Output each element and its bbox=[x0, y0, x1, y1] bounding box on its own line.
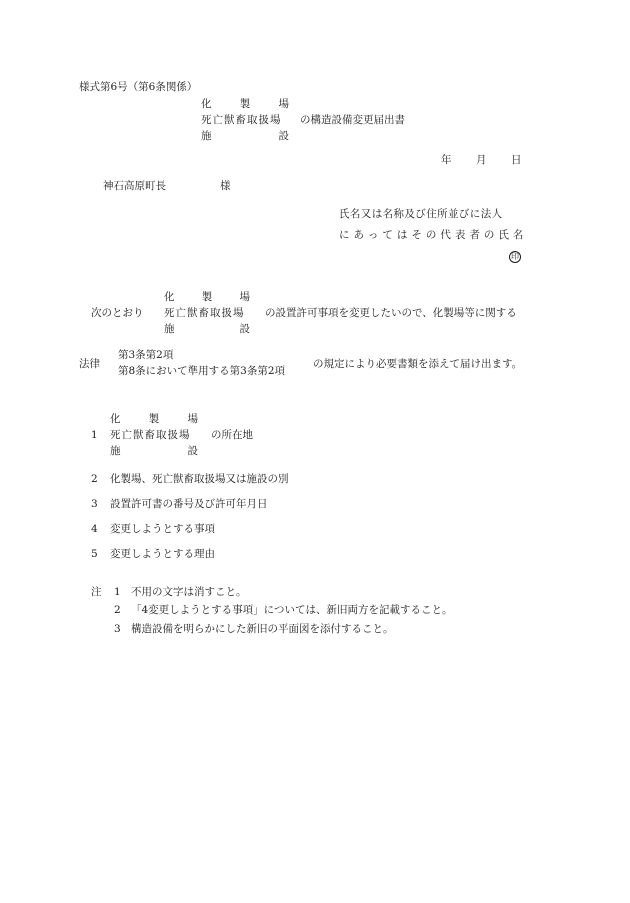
item4-number: 4 bbox=[91, 523, 98, 535]
item5-number: 5 bbox=[91, 548, 98, 560]
body-top-char: 化 bbox=[164, 291, 175, 303]
item1-text: の所在地 bbox=[211, 429, 253, 441]
date-month: 月 bbox=[476, 154, 487, 166]
item1-bottom-char: 設 bbox=[187, 445, 198, 457]
law-tail: の規定により必要書類を添えて届け出ます。 bbox=[313, 358, 523, 370]
title-option-middle: 死亡獣畜取扱場 bbox=[201, 114, 282, 126]
title-option-bottom bbox=[201, 131, 289, 142]
addressee-name: 神石高原町長 bbox=[103, 180, 166, 192]
seal-mark: 印 bbox=[511, 252, 519, 261]
law-label: 法律 bbox=[79, 358, 100, 370]
item1-number: 1 bbox=[91, 429, 98, 441]
item1-top-char: 化 bbox=[110, 413, 121, 425]
item1-option-middle: 死亡獣畜取扱場 bbox=[110, 429, 191, 441]
note3-number: 3 bbox=[114, 623, 121, 635]
body-bottom-char: 施 bbox=[164, 323, 175, 335]
body-top-char: 場 bbox=[239, 291, 250, 303]
applicant-line1: 氏名又は名称及び住所並びに法人 bbox=[339, 208, 503, 220]
date-day: 日 bbox=[511, 154, 522, 166]
title-bottom-char: 設 bbox=[278, 130, 289, 142]
law-ref-1: 第3条第2項 bbox=[118, 349, 174, 361]
note3-text: 構造設備を明らかにした新旧の平面図を添付すること。 bbox=[131, 623, 394, 635]
item1-top-char: 製 bbox=[148, 413, 160, 425]
title-suffix: の構造設備変更届出書 bbox=[300, 114, 405, 126]
addressee-honorific: 様 bbox=[220, 180, 231, 192]
item1-option-top bbox=[110, 414, 198, 425]
applicant-line2: にあってはその代表者の氏名 bbox=[339, 229, 528, 241]
item3-text: 設置許可書の番号及び許可年月日 bbox=[110, 498, 268, 510]
title-top-char: 場 bbox=[278, 98, 289, 110]
body-bottom-char: 設 bbox=[239, 323, 250, 335]
note1-text: 不用の文字は消すこと。 bbox=[131, 586, 247, 598]
title-top-char: 製 bbox=[239, 98, 251, 110]
item3-number: 3 bbox=[91, 498, 98, 510]
item1-option-bottom bbox=[110, 446, 198, 457]
note1-number: 1 bbox=[114, 586, 121, 598]
note2-text: 「4変更しようとする事項」については、新旧両方を記載すること。 bbox=[131, 604, 453, 616]
title-option-top bbox=[201, 99, 289, 110]
law-ref-2: 第8条において準用する第3条第2項 bbox=[118, 365, 286, 377]
body-option-middle: 死亡獣畜取扱場 bbox=[164, 307, 245, 319]
body-top-char: 製 bbox=[201, 291, 213, 303]
notes-label: 注 bbox=[91, 586, 102, 598]
item1-bottom-char: 施 bbox=[110, 445, 121, 457]
body-option-bottom bbox=[164, 324, 250, 335]
item2-text: 化製場、死亡獣畜取扱場又は施設の別 bbox=[110, 473, 289, 485]
item4-text: 変更しようとする事項 bbox=[110, 523, 215, 535]
note2-number: 2 bbox=[114, 604, 121, 616]
body-text: の設置許可事項を変更したいので、化製場等に関する bbox=[265, 307, 517, 319]
body-option-top bbox=[164, 292, 250, 303]
form-number: 様式第6号（第6条関係） bbox=[79, 81, 198, 93]
title-top-char: 化 bbox=[201, 98, 212, 110]
title-bottom-char: 施 bbox=[201, 130, 212, 142]
body-lead: 次のとおり bbox=[91, 307, 144, 319]
item1-top-char: 場 bbox=[187, 413, 198, 425]
item5-text: 変更しようとする理由 bbox=[110, 548, 215, 560]
date-year: 年 bbox=[441, 154, 452, 166]
item2-number: 2 bbox=[91, 473, 98, 485]
